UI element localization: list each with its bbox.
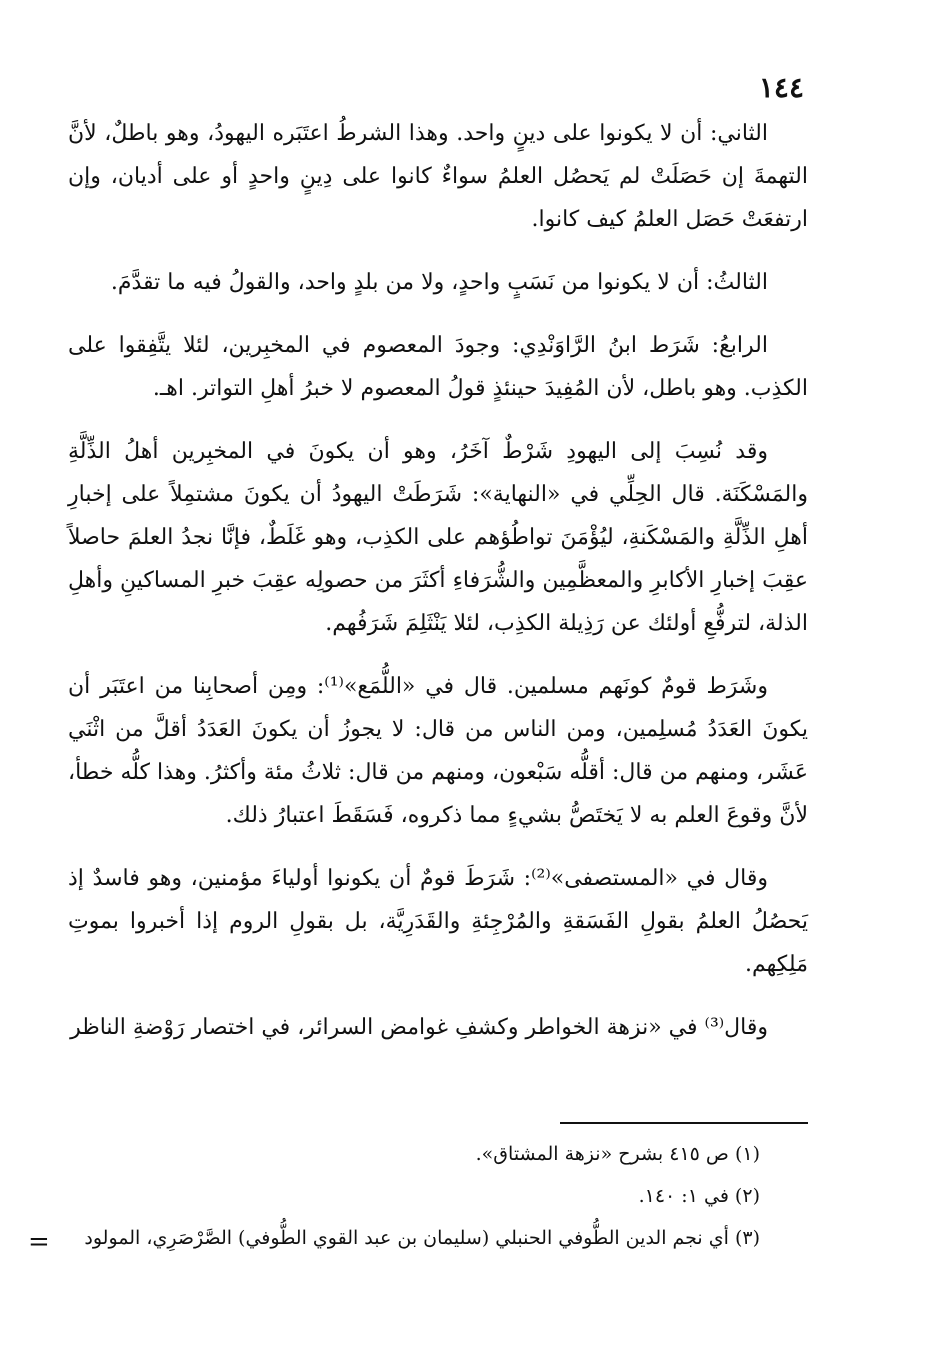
footnote-2: (٢) في ١: ١٤٠. bbox=[638, 1185, 760, 1207]
footnotes bbox=[60, 1133, 760, 1259]
page-number: ١٤٤ bbox=[758, 71, 804, 104]
paragraph-jewish-condition: وقد نُسِبَ إلى اليهودِ شَرْطٌ آخَرُ، وهو أن يكونَ في المخبِرين أهلُ الذِّلَّةِ والمَسْكَنَة. قال الحِلِّي في «النهاية»: شَرَطَتْ اليهودُ أن يكونَ مشتمِلاً على إخبارِ أهلِ الذِّلَّةِ والمَسْكَنةِ، ليُؤْمَنَ تواطُؤهم على الكذِب، وهو غَلَطٌ، فإنَّا نجدُ العلمَ حاصلاً عقِبَ إخبارِ الأكابرِ والمعظَّمِين والشُّرَفاءِ أكثَرَ من حصولِه عقِبَ خبرِ المساكينِ وأهلِ الذلة، لترفُّعِ أولئك عن رَذِيلة الكذِب، لئلا يَنْثَلِمَ شَرَفُهم. bbox=[68, 439, 808, 636]
paragraph-nuzhat: وقال⁽³⁾ في «نزهة الخواطر وكشفِ غوامض السرائر، في اختصار رَوْضةِ الناظر bbox=[70, 1015, 768, 1040]
footnote-separator bbox=[560, 1122, 808, 1124]
paragraph-muslim-condition: وشَرَط قومٌ كونَهم مسلمين. قال في «اللُّمَع»⁽¹⁾: ومِن أصحابِنا من اعتَبَر أن يكونَ العَدَدُ مُسلِمين، ومن الناس من قال: لا يجوزُ أن يكونَ العَدَدُ أقلَّ من اثْنَي عَشَر، ومنهم من قال: أقلُّه سَبْعون، ومنهم من قال: ثلاثُ مئة وأكثرُ. وهذا كلُّه خطأ، لأنَّ وقوعَ العلم به لا يَختَصُّ بشيءٍ مما ذكروه، فَسَقَطَ اعتبارُ ذلك. bbox=[68, 674, 808, 828]
footnote-3: (٣) أي نجم الدين الطُّوفي الحنبلي (سليمان بن عبد القوي الطُّوفي) الصَّرْصَرِي، المولود bbox=[84, 1227, 760, 1249]
paragraph-fourth-condition: الرابعُ: شَرَط ابنُ الرَّاوَنْدِي: وجودَ المعصوم في المخبِرين، لئلا يتَّفِقوا على الكذِب. وهو باطل، لأن المُفِيدَ حينئذٍ قولُ المعصوم لا خبرُ أهلِ التواتر. اهـ. bbox=[68, 333, 808, 401]
main-text bbox=[68, 112, 808, 1069]
paragraph-mustasfa: وقال في «المستصفى»⁽²⁾: شَرَطَ قومٌ أن يكونوا أولياءَ مؤمنين، وهو فاسدٌ إذ يَحصُلُ العلمُ بقولِ الفَسَقةِ والمُرْجِئةِ والقَدَرِيَّة، بل بقولِ الروم إذا أخبروا بموتِ مَلِكِهم. bbox=[68, 866, 808, 977]
footnote-continuation-mark: = bbox=[28, 1227, 50, 1257]
paragraph-third-condition: الثالثُ: أن لا يكونوا من نَسَبٍ واحدٍ، ولا من بلدٍ واحد، والقولُ فيه ما تقدَّمَ. bbox=[110, 270, 768, 295]
paragraph-second-condition: الثاني: أن لا يكونوا على دينٍ واحد. وهذا الشرطُ اعتَبَره اليهودُ، وهو باطلٌ، لأنَّ التهمةَ إن حَصَلَتْ لم يَحصُل العلمُ سواءٌ كانوا على دِينٍ واحدٍ أو على أديان، وإن ارتفعَتْ حَصَل العلمُ كيف كانوا. bbox=[68, 121, 808, 232]
footnote-1: (١) ص ٤١٥ بشرح «نزهة المشتاق». bbox=[475, 1143, 760, 1165]
